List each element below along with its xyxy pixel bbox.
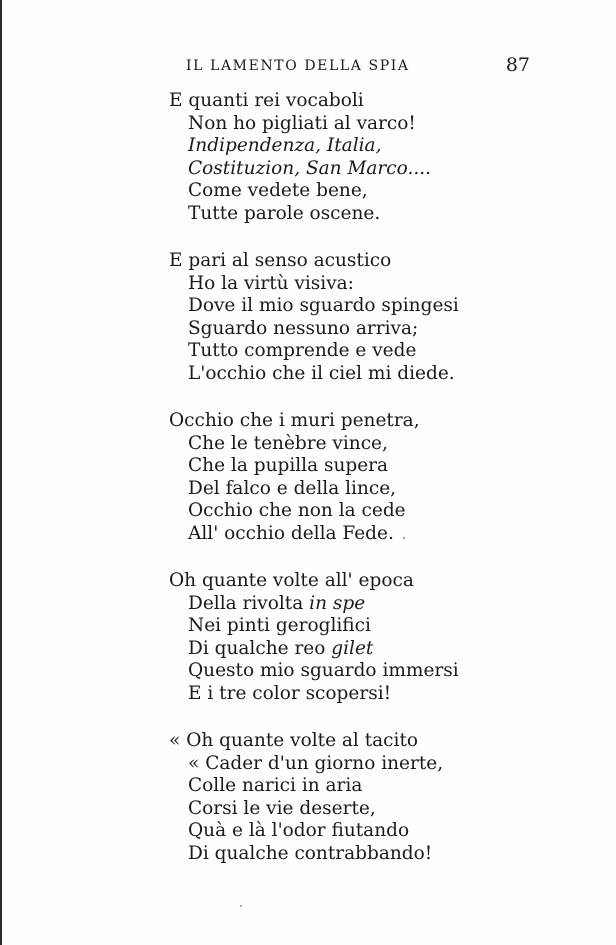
- stanza-3: [0, 410, 616, 545]
- verse-line: E i tre color scopersi!: [188, 682, 392, 704]
- verse-line: Oh quante volte all' epoca: [169, 570, 414, 591]
- page-number: 87: [505, 54, 530, 76]
- verse-line: « Oh quante volte al tacito: [169, 730, 419, 751]
- stanza-1: [0, 90, 616, 225]
- poem-body: [0, 90, 616, 890]
- verse-line: Occhio che non la cede: [188, 500, 406, 521]
- verse-line: L'occhio che il ciel mi diede.: [188, 362, 455, 384]
- print-speck: [403, 537, 405, 539]
- stanza-5: [0, 730, 616, 865]
- verse-line: E pari al senso acustico: [169, 250, 392, 271]
- verse-line: Questo mio sguardo immersi: [188, 660, 459, 681]
- verse-line: Di qualche contrabbando!: [188, 842, 433, 864]
- verse-line: Tutto comprende e vede: [188, 340, 417, 361]
- verse-line: Sguardo nessuno arriva;: [188, 317, 419, 339]
- verse-line: Dove il mio sguardo spingesi: [188, 295, 459, 316]
- verse-line: Non ho pigliati al varco!: [188, 112, 416, 134]
- verse-text: Di qualche reo: [188, 637, 326, 659]
- verse-line: All' occhio della Fede.: [188, 522, 394, 544]
- stanza-4: [0, 570, 616, 705]
- verse-line: Che le tenèbre vince,: [188, 432, 388, 454]
- running-title: IL LAMENTO DELLA SPIA: [186, 58, 410, 74]
- verse-line: Indipendenza, Italia,: [188, 135, 382, 156]
- verse-line: Colle narici in aria: [188, 775, 363, 796]
- stanza-2: [0, 250, 616, 385]
- verse-line: [0, 593, 616, 616]
- verse-text: Della rivolta: [188, 592, 304, 614]
- verse-line: Quà e là l'odor fiutando: [188, 820, 410, 841]
- verse-line: Corsi le vie deserte,: [188, 797, 376, 819]
- verse-line: Che la pupilla supera: [188, 455, 389, 476]
- verse-line: Nei pinti geroglifici: [188, 615, 371, 636]
- verse-line: Ho la virtù visiva:: [188, 272, 354, 294]
- verse-line: Del falco e della lince,: [188, 477, 397, 499]
- verse-italic-phrase: in spe: [309, 592, 366, 614]
- verse-line: Occhio che i muri penetra,: [169, 410, 420, 431]
- verse-italic-phrase: gilet: [331, 637, 374, 659]
- verse-line: [0, 638, 616, 661]
- print-speck: [240, 905, 242, 907]
- verse-line: Come vedete bene,: [188, 180, 368, 201]
- verse-line: E quanti rei vocaboli: [169, 90, 364, 111]
- verse-line: Tutte parole oscene.: [188, 202, 381, 224]
- verse-line: Costituzion, San Marco....: [188, 157, 431, 179]
- page-header: [186, 54, 530, 80]
- verse-line: « Cader d'un giorno inerte,: [188, 752, 444, 774]
